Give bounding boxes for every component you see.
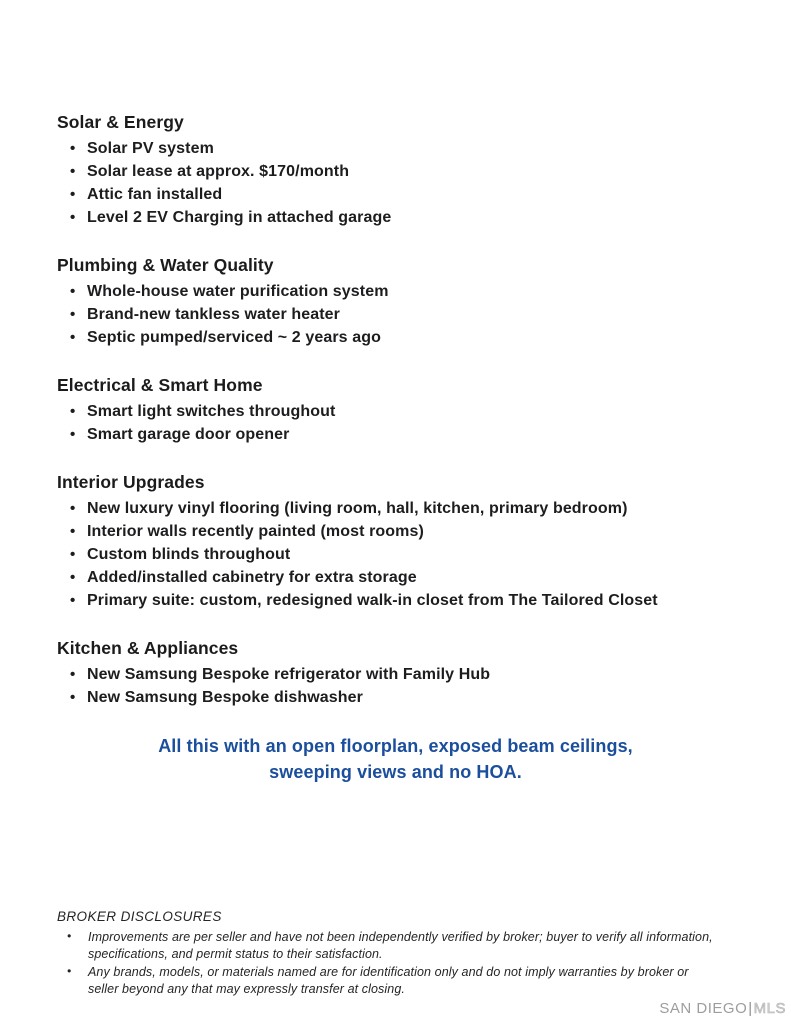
feature-item: • New Samsung Bespoke dishwasher	[57, 686, 734, 709]
disclosure-item: • Any brands, models, or materials named are for identification only and do not imply warranties by broker or seller beyond any that may expressly transfer at closing.	[57, 964, 715, 997]
section-solar-energy	[57, 110, 734, 229]
feature-item: • Brand-new tankless water heater	[57, 303, 734, 326]
section-heading: Solar & Energy	[57, 112, 184, 132]
section-kitchen-appliances	[57, 636, 734, 709]
highlight-line-1: All this with an open floorplan, exposed beam ceilings,	[158, 736, 633, 756]
feature-item: • New Samsung Bespoke refrigerator with Family Hub	[57, 663, 734, 686]
disclosures-heading: BROKER DISCLOSURES	[57, 909, 222, 924]
feature-item: • Smart garage door opener	[57, 423, 734, 446]
feature-list	[57, 137, 734, 229]
section-heading: Kitchen & Appliances	[57, 638, 239, 658]
feature-item: • Septic pumped/serviced ~ 2 years ago	[57, 326, 734, 349]
features-content	[57, 110, 734, 785]
feature-list	[57, 663, 734, 709]
feature-item: • Interior walls recently painted (most rooms)	[57, 520, 734, 543]
highlight-statement	[57, 733, 734, 785]
section-electrical-smart-home	[57, 373, 734, 446]
feature-list	[57, 400, 734, 446]
watermark-brand-text: SAN DIEGO	[659, 1000, 748, 1017]
feature-list	[57, 497, 734, 612]
section-heading: Electrical & Smart Home	[57, 375, 263, 395]
section-heading: Plumbing & Water Quality	[57, 255, 274, 275]
watermark-mls-text: MLS	[753, 1000, 786, 1017]
feature-item: • Added/installed cabinetry for extra storage	[57, 566, 734, 589]
section-interior-upgrades	[57, 470, 734, 612]
section-heading: Interior Upgrades	[57, 472, 205, 492]
feature-item: • Level 2 EV Charging in attached garage	[57, 206, 734, 229]
disclosure-list	[57, 929, 715, 997]
broker-disclosures	[57, 908, 715, 999]
section-plumbing-water	[57, 253, 734, 349]
feature-item: • Solar lease at approx. $170/month	[57, 160, 734, 183]
feature-list	[57, 280, 734, 349]
disclosure-item: • Improvements are per seller and have not been independently verified by broker; buyer to verify all information, specifications, and permit status to their satisfaction.	[57, 929, 715, 962]
feature-item: • Attic fan installed	[57, 183, 734, 206]
feature-item: • Solar PV system	[57, 137, 734, 160]
feature-item: • Whole-house water purification system	[57, 280, 734, 303]
feature-item: • New luxury vinyl flooring (living room, hall, kitchen, primary bedroom)	[57, 497, 734, 520]
sandiego-mls-logo	[659, 1000, 786, 1017]
feature-item: • Smart light switches throughout	[57, 400, 734, 423]
highlight-line-2: sweeping views and no HOA.	[269, 762, 522, 782]
feature-item: • Primary suite: custom, redesigned walk-in closet from The Tailored Closet	[57, 589, 734, 612]
feature-item: • Custom blinds throughout	[57, 543, 734, 566]
watermark-divider: |	[748, 1000, 753, 1017]
